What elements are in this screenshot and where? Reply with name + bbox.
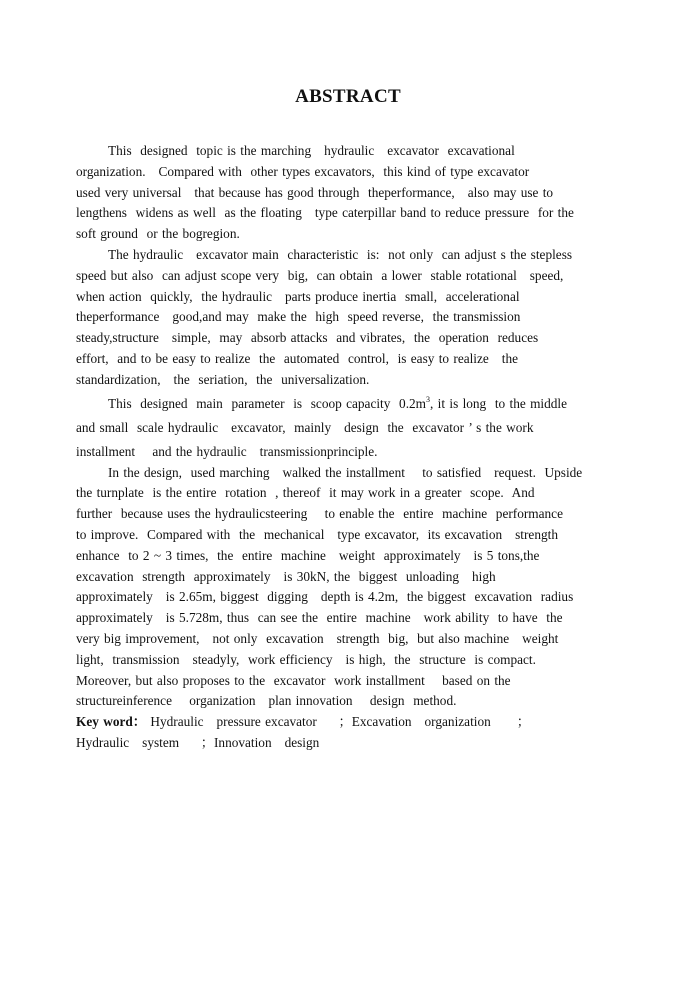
text-line: lengthens widens as well as the floating type caterpillar band to reduce pressure for the	[76, 205, 574, 221]
text-line: approximately is 2.65m, biggest digging depth is 4.2m, the biggest excavation radius	[76, 589, 574, 605]
text-line: enhance to 2 ~ 3 times, the entire machine weight approximately is 5 tons,the	[76, 547, 540, 563]
text-line: approximately is 5.728m, thus can see the entire machine work ability to have the	[76, 610, 563, 626]
text-line: standardization, the seriation, the universalization.	[76, 371, 370, 387]
text-line: speed but also can adjust scope very big, can obtain a lower stable rotational speed,	[76, 267, 564, 283]
text-line: This designed topic is the marching hydraulic excavator excavational	[108, 143, 515, 158]
text-line: In the design, used marching walked the installment to satisfied request. Upside	[108, 464, 583, 480]
abstract-body	[76, 141, 616, 754]
paragraph-2	[76, 245, 616, 391]
keywords	[76, 712, 616, 754]
abstract-title: ABSTRACT	[295, 86, 401, 107]
text-line: installment and the hydraulic transmissionprinciple.	[76, 443, 378, 459]
text-line: further because uses the hydraulicsteering to enable the entire machine performance	[76, 506, 563, 522]
text-line: the turnplate is the entire rotation , thereof it may work in a greater scope. And	[76, 485, 535, 501]
paragraph-1	[76, 141, 616, 245]
text-line: when action quickly, the hydraulic parts produce inertia small, accelerational	[76, 288, 520, 304]
text-line: organization. Compared with other types excavators, this kind of type excavator	[76, 163, 530, 179]
text-run: This designed main parameter is scoop capacity 0.2m	[108, 395, 427, 411]
text-line: The hydraulic excavator main characteristic is: not only can adjust s the stepless	[108, 246, 573, 262]
paragraph-3	[76, 391, 616, 463]
superscript: 3	[426, 394, 431, 404]
text-run: , it is long to the middle	[430, 395, 568, 411]
keywords-line	[76, 712, 616, 733]
text-line	[76, 391, 616, 415]
text-line: theperformance good,and may make the high speed reverse, the transmission	[76, 309, 521, 325]
paragraph-4	[76, 463, 616, 713]
text-line: Moreover, but also proposes to the excavator work installment based on the	[76, 672, 511, 688]
keywords-list: Hydraulic pressure excavator ；Excavation organization ；	[146, 714, 530, 730]
keywords-line: Hydraulic system ；Innovation design	[76, 734, 320, 750]
text-line: used very universal that because has good through theperformance, also may use to	[76, 184, 554, 200]
text-line: and small scale hydraulic excavator, mainly design the excavator ’ s the work	[76, 419, 534, 435]
keywords-label: Key word：	[76, 714, 147, 730]
text-line: very big improvement, not only excavation strength big, but also machine weight	[76, 630, 559, 646]
text-line: light, transmission steadyly, work efficiency is high, the structure is compact.	[76, 651, 536, 667]
text-line: effort, and to be easy to realize the automated control, is easy to realize the	[76, 350, 519, 366]
text-line: excavation strength approximately is 30kN, the biggest unloading high	[76, 568, 496, 584]
text-line: soft ground or the bogregion.	[76, 226, 240, 242]
text-line: steady,structure simple, may absorb attacks and vibrates, the operation reduces	[76, 330, 539, 346]
text-line: structureinference organization plan innovation design method.	[76, 693, 457, 709]
text-line: to improve. Compared with the mechanical type excavator, its excavation strength	[76, 526, 558, 542]
